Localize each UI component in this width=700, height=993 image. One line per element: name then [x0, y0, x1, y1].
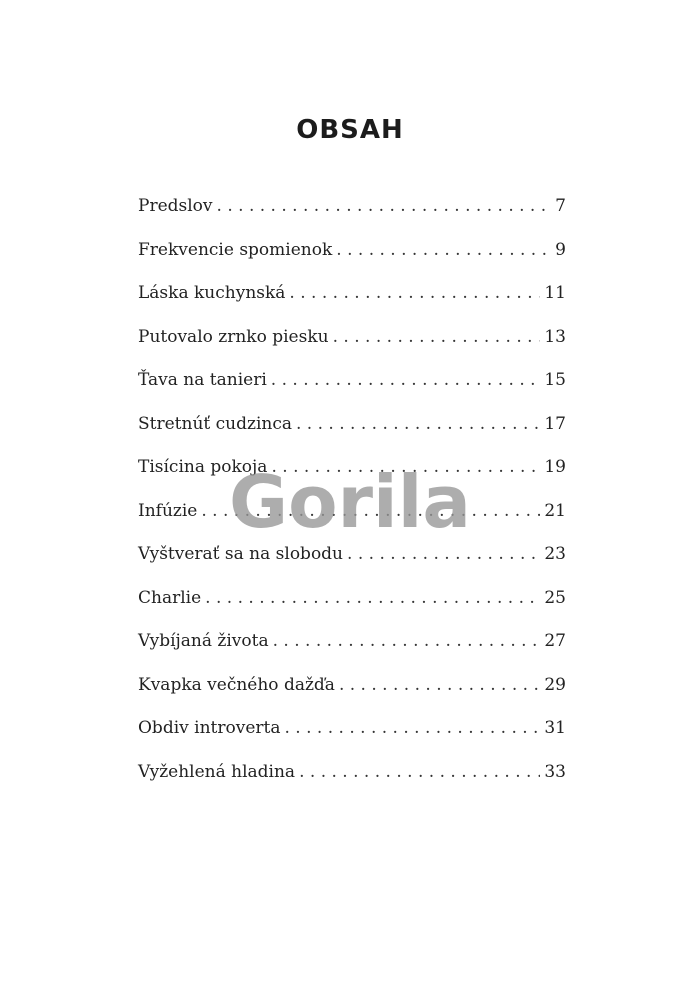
toc-entry-page: 21: [544, 500, 566, 521]
toc-leader-dots: [336, 236, 551, 264]
toc-entry: [138, 758, 566, 802]
toc-entry-page: 19: [544, 457, 566, 477]
toc-entry: [138, 627, 566, 671]
toc-leader-dots: [347, 540, 540, 568]
toc-leader-dots: [271, 453, 540, 481]
toc-entry-page: 9: [555, 239, 566, 260]
toc-leader-dots: [333, 323, 541, 351]
toc-entry-title: Láska kuchynská: [138, 283, 286, 303]
toc-entry: [138, 584, 566, 628]
table-of-contents: [138, 192, 566, 801]
toc-leader-dots: [339, 671, 540, 699]
toc-entry: [138, 671, 566, 715]
toc-entry: [138, 410, 566, 454]
toc-leader-dots: [205, 584, 540, 612]
toc-leader-dots: [299, 758, 540, 786]
toc-entry-page: 31: [544, 718, 566, 738]
toc-entry-title: Putovalo zrnko piesku: [138, 326, 329, 347]
toc-entry: [138, 366, 566, 410]
toc-entry-title: Obdiv introverta: [138, 718, 281, 738]
toc-entry-title: Tisícina pokoja: [138, 457, 268, 477]
toc-entry-title: Vyžehlená hladina: [138, 761, 296, 782]
toc-leader-dots: [289, 279, 540, 307]
toc-entry-title: Predslov: [138, 196, 213, 216]
toc-entry-title: Frekvencie spomienok: [138, 239, 333, 260]
toc-leader-dots: [217, 192, 552, 220]
toc-entry: [138, 714, 566, 758]
toc-entry-title: Vybíjaná života: [138, 631, 269, 651]
toc-entry-page: 25: [544, 587, 566, 608]
toc-entry-page: 7: [555, 196, 566, 216]
toc-entry: [138, 453, 566, 497]
toc-leader-dots: [271, 366, 541, 394]
toc-leader-dots: [273, 627, 541, 655]
toc-entry: [138, 540, 566, 584]
toc-entry: [138, 323, 566, 367]
toc-entry: [138, 236, 566, 280]
toc-entry-page: 23: [544, 544, 566, 564]
toc-entry-page: 17: [544, 413, 566, 434]
page-title: OBSAH: [296, 115, 404, 146]
toc-entry: [138, 192, 566, 236]
publisher-watermark: Gorila: [228, 460, 471, 544]
toc-entry-title: Ťava na tanieri: [138, 370, 267, 390]
toc-entry-title: Stretnúť cudzinca: [138, 413, 292, 434]
toc-leader-dots: [296, 410, 540, 438]
toc-entry-title: Vyštverať sa na slobodu: [138, 544, 344, 564]
toc-entry-title: Infúzie: [138, 500, 198, 521]
toc-entry-page: 15: [544, 370, 566, 390]
toc-entry-page: 29: [544, 674, 566, 695]
toc-entry-page: 33: [544, 761, 566, 782]
toc-entry-page: 27: [544, 631, 566, 651]
toc-entry-page: 11: [544, 283, 566, 303]
toc-leader-dots: [201, 497, 540, 525]
toc-leader-dots: [284, 714, 540, 742]
toc-entry-title: Charlie: [138, 587, 202, 608]
toc-entry-page: 13: [544, 326, 566, 347]
toc-entry: [138, 279, 566, 323]
toc-entry: [138, 497, 566, 541]
toc-entry-title: Kvapka večného dažďa: [138, 674, 335, 695]
